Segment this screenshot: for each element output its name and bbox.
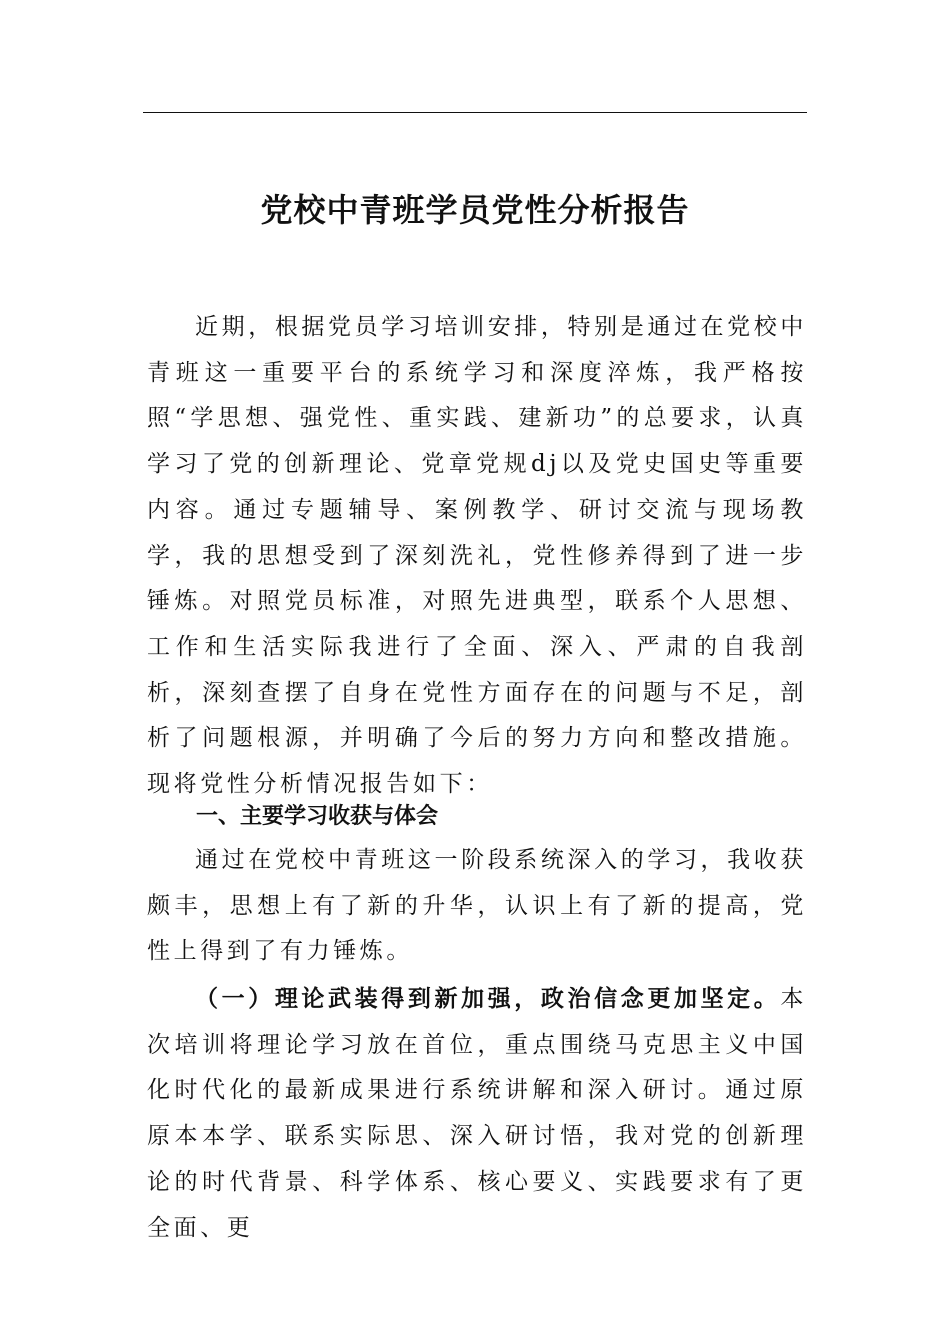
section-heading: 一、主要学习收获与体会 — [196, 804, 439, 829]
intro-paragraph: 近期，根据党员学习培训安排，特别是通过在党校中青班这一重要平台的系统学习和深度淬炼，我严格按照“学思想、强党性、重实践、建新功”的总要求，认真学习了党的创新理论、党章党规dj以及党史国史等重要内容。通过专题辅导、案例教学、研讨交流与现场教学，我的思想受到了深刻洗礼，党性修养得到了进一步锤炼。对照党员标准，对照先进典型，联系个人思想、工作和生活实际我进行了全面、深入、严肃的自我剖析，深刻查摆了自身在党性方面存在的问题与不足，剖析了问题根源，并明确了今后的努力方向和整改措施。现将党性分析情况报告如下： — [147, 314, 807, 798]
section-paragraph: 通过在党校中青班这一阶段系统深入的学习，我收获颇丰，思想上有了新的升华，认识上有了新的提高，党性上得到了有力锤炼。 — [147, 847, 807, 965]
subsection-lead: （一）理论武装得到新加强，政治信念更加坚定。 — [195, 985, 781, 1012]
document-title: 党校中青班学员党性分析报告 — [260, 191, 690, 229]
subsection-paragraph — [147, 976, 807, 1251]
header-rule — [143, 112, 807, 113]
subsection-body: 本次培训将理论学习放在首位，重点围绕马克思主义中国化时代化的最新成果进行系统讲解和深入研讨。通过原原本本学、联系实际思、深入研讨悟，我对党的创新理论的时代背景、科学体系、核心要义、实践要求有了更全面、更 — [147, 986, 807, 1241]
